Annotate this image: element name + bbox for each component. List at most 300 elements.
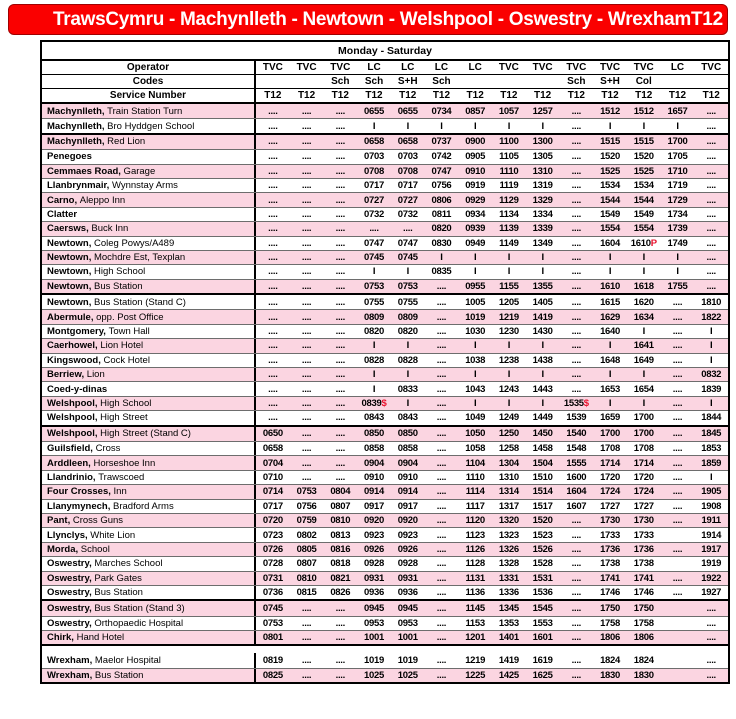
time-cell: .... — [571, 266, 581, 278]
time-cell: I — [541, 266, 544, 278]
time-cell: 1145 — [465, 602, 485, 614]
operator-cell: TVC — [532, 62, 553, 73]
time-cell: 0658 — [397, 136, 418, 148]
time-cell: 1539 — [566, 412, 587, 424]
time-cell: .... — [672, 369, 683, 381]
time-cell: 1741 — [633, 572, 654, 584]
time-cell: 0759 — [296, 515, 317, 527]
time-cell: 0745 — [364, 252, 384, 264]
time-cell: 0910 — [397, 471, 418, 483]
time-cell: .... — [706, 180, 716, 192]
time-cell: I — [372, 383, 376, 395]
time-cell: 0910 — [465, 165, 486, 177]
time-cell: .... — [706, 165, 716, 177]
time-cell: I — [608, 369, 612, 381]
time-cell: 0710 — [262, 471, 283, 483]
stop-name: Kingswood, Cock Hotel — [42, 354, 256, 367]
time-cell: .... — [403, 223, 413, 235]
time-cell: 0858 — [364, 443, 384, 455]
time-cell: 0802 — [296, 529, 317, 541]
time-cell: 0804 — [330, 486, 351, 498]
time-cell: 1806 — [600, 632, 621, 644]
timetable-row — [42, 513, 728, 527]
time-cell: 0717 — [364, 180, 384, 192]
time-cell: 0917 — [397, 500, 418, 512]
time-cell: 0753 — [364, 280, 384, 292]
time-cell: 0747 — [397, 237, 418, 249]
time-cell: .... — [335, 602, 345, 614]
time-cell: .... — [268, 180, 278, 192]
time-cell: I — [474, 369, 477, 381]
time-cell: .... — [301, 398, 312, 409]
stop-name: Newtown, Bus Station — [42, 280, 256, 293]
time-cell: .... — [571, 136, 581, 148]
time-cell: 1822 — [701, 311, 722, 323]
time-cell: 0755 — [364, 296, 384, 308]
time-cell: 1714 — [600, 457, 621, 469]
time-cell: 1425 — [498, 670, 519, 682]
stop-name: Oswestry, Bus Station (Stand 3) — [42, 601, 256, 615]
time-cell: 0949 — [465, 237, 486, 249]
time-cell: 0920 — [397, 515, 418, 527]
time-cell: .... — [301, 326, 312, 338]
timetable-row — [42, 556, 728, 570]
time-cell: 0843 — [397, 412, 418, 424]
operator-cell: TVC — [498, 62, 519, 73]
time-cell: 0658 — [364, 136, 384, 148]
time-cell: 1320 — [498, 515, 519, 527]
time-cell: .... — [369, 223, 379, 235]
time-cell: 1714 — [633, 457, 654, 469]
time-cell: 1129 — [499, 194, 519, 206]
time-cell: 0850 — [397, 428, 418, 440]
operator-cell: LC — [367, 62, 381, 73]
timetable-row — [42, 653, 728, 667]
time-cell: .... — [706, 105, 716, 117]
time-cell: 1110 — [499, 165, 519, 177]
time-cell: 1724 — [600, 486, 621, 498]
time-cell: 1549 — [633, 208, 654, 220]
time-cell: .... — [571, 617, 581, 629]
time-cell: .... — [436, 428, 447, 440]
time-cell: 1634 — [633, 311, 654, 323]
code-cell — [694, 75, 728, 88]
stop-name: Caerhowel, Lion Hotel — [42, 339, 256, 352]
operator-cell: TVC — [566, 62, 587, 73]
time-cell: 1601 — [532, 632, 553, 644]
timetable-section — [42, 601, 728, 646]
service-number-cell: T12 — [635, 90, 653, 101]
stop-name: Machynlleth, Train Station Turn — [42, 104, 256, 118]
code-cell: Col — [635, 76, 652, 87]
time-cell: 0756 — [431, 180, 452, 192]
time-cell: .... — [301, 655, 312, 667]
time-cell: 1249 — [498, 412, 519, 424]
time-cell: 1700 — [633, 428, 654, 440]
service-number-cell: T12 — [702, 90, 720, 101]
operator-cell: LC — [670, 62, 685, 73]
time-cell: 1419 — [498, 655, 519, 667]
time-cell: 1401 — [498, 632, 519, 644]
time-cell: .... — [672, 326, 683, 338]
time-cell: 0807 — [330, 500, 351, 512]
time-cell: .... — [436, 280, 447, 292]
time-cell: 1119 — [499, 180, 519, 192]
time-cell: .... — [335, 120, 345, 132]
stop-name: Welshpool, High Street (Stand C) — [42, 427, 256, 441]
time-cell: 1449 — [532, 412, 553, 424]
time-cell: .... — [335, 223, 345, 235]
time-cell: 1025 — [397, 670, 418, 682]
time-cell: 1149 — [499, 237, 519, 249]
time-cell: 0714 — [262, 486, 283, 498]
time-cell: 0728 — [262, 558, 283, 570]
time-cell: .... — [436, 296, 447, 308]
time-cell: .... — [268, 252, 278, 264]
timetable-row — [42, 668, 728, 682]
time-cell: 1758 — [600, 617, 621, 629]
time-cell: .... — [335, 136, 345, 148]
time-cell: I — [372, 369, 376, 381]
timetable-row — [42, 309, 728, 323]
time-cell: 0813 — [330, 529, 351, 541]
time-cell: .... — [335, 443, 345, 455]
timetable-row — [42, 135, 728, 149]
time-cell: .... — [335, 237, 345, 249]
time-cell: 0931 — [364, 572, 384, 584]
time-cell: 1520 — [532, 515, 553, 527]
time-cell: 1019 — [397, 655, 418, 667]
time-cell: 0734 — [431, 105, 452, 117]
time-cell: 1727 — [600, 500, 621, 512]
timetable-row — [42, 104, 728, 118]
time-cell: 0955 — [465, 280, 486, 292]
time-cell: .... — [301, 354, 312, 366]
time-cell: 0945 — [397, 602, 418, 614]
time-cell: 1131 — [465, 572, 485, 584]
time-cell: .... — [301, 237, 312, 249]
time-cell: .... — [436, 617, 447, 629]
time-cell: 1450 — [532, 428, 553, 440]
time-cell: .... — [301, 383, 312, 395]
time-cell: .... — [268, 311, 278, 323]
stop-name: Llandrinio, Trawscoed — [42, 471, 256, 484]
time-cell: I — [710, 326, 713, 338]
time-cell: 0805 — [296, 543, 317, 555]
time-cell: .... — [672, 398, 683, 409]
time-cell: 0931 — [397, 572, 418, 584]
time-cell: 0926 — [397, 543, 418, 555]
timetable-row — [42, 207, 728, 221]
time-cell: .... — [335, 340, 345, 352]
timetable-row — [42, 427, 728, 441]
stop-name: Pant, Cross Guns — [42, 514, 256, 527]
time-cell: .... — [335, 311, 345, 323]
time-cell: 0809 — [364, 311, 384, 323]
time-cell: 1128 — [465, 558, 485, 570]
operator-row-label: Operator — [42, 61, 256, 74]
time-cell: I — [541, 369, 544, 381]
time-cell: I — [710, 398, 713, 409]
service-number-cell: T12 — [601, 90, 619, 101]
time-cell: .... — [571, 326, 581, 338]
time-cell: 1905 — [701, 486, 722, 498]
time-cell: .... — [335, 369, 345, 381]
time-cell: 0810 — [330, 515, 351, 527]
timetable-row — [42, 367, 728, 381]
code-cell: Sch — [331, 76, 350, 87]
time-cell: .... — [672, 471, 683, 483]
timetable-row — [42, 630, 728, 644]
stop-name: Morda, School — [42, 543, 256, 556]
time-cell: 1326 — [498, 543, 519, 555]
time-cell: .... — [672, 354, 683, 366]
time-cell: 1729 — [667, 194, 688, 206]
section-spacer — [42, 646, 728, 653]
operator-cell: TVC — [633, 62, 654, 73]
time-cell: 0807 — [296, 558, 317, 570]
time-cell: .... — [301, 617, 312, 629]
time-cell: .... — [301, 252, 312, 264]
time-cell: I — [507, 252, 511, 264]
time-cell: 1720 — [600, 471, 621, 483]
stop-name: Newtown, Coleg Powys/A489 — [42, 237, 256, 250]
timetable-section — [42, 104, 728, 135]
time-cell: I — [507, 398, 511, 409]
time-cell: .... — [268, 120, 278, 132]
time-cell: 1520 — [633, 151, 654, 163]
time-cell: .... — [335, 266, 345, 278]
time-cell: 1610P — [630, 237, 657, 249]
time-cell: .... — [436, 529, 447, 541]
time-cell: .... — [571, 515, 581, 527]
time-cell: I — [608, 252, 612, 264]
time-cell: 0953 — [364, 617, 384, 629]
time-cell: 1607 — [566, 500, 587, 512]
time-cell: .... — [436, 655, 447, 667]
time-cell: 1859 — [701, 457, 722, 469]
time-cell: .... — [706, 223, 716, 235]
time-cell: 1746 — [600, 587, 621, 599]
timetable-section — [42, 427, 728, 602]
time-cell: .... — [571, 208, 581, 220]
time-cell: .... — [335, 383, 345, 395]
time-cell: 1758 — [633, 617, 654, 629]
time-cell: .... — [436, 457, 447, 469]
operator-cell: LC — [434, 62, 449, 73]
time-cell: 1733 — [633, 529, 654, 541]
time-cell: 1824 — [600, 655, 621, 667]
time-cell: .... — [301, 280, 312, 292]
time-cell: 1314 — [498, 486, 519, 498]
time-cell: .... — [571, 543, 581, 555]
time-cell: 1219 — [465, 655, 486, 667]
time-cell: I — [372, 266, 376, 278]
time-cell: .... — [301, 165, 312, 177]
time-cell: I — [507, 266, 511, 278]
time-cell: .... — [571, 670, 581, 682]
time-cell: 0747 — [364, 237, 384, 249]
time-cell: 0816 — [330, 543, 351, 555]
time-cell: I — [541, 252, 544, 264]
time-cell: .... — [706, 194, 716, 206]
time-cell: .... — [436, 486, 447, 498]
time-cell: I — [642, 326, 645, 338]
code-cell — [290, 75, 324, 88]
operator-cell: TVC — [262, 62, 283, 73]
time-cell: 1205 — [498, 296, 519, 308]
code-cell — [526, 75, 560, 88]
time-cell: 1134 — [499, 208, 519, 220]
time-cell: 0755 — [397, 296, 418, 308]
time-cell: .... — [335, 670, 345, 682]
code-cell — [661, 75, 695, 88]
time-cell: 1620 — [633, 296, 654, 308]
time-cell: 1653 — [600, 383, 621, 395]
time-cell: 1730 — [600, 515, 621, 527]
time-cell: 0809 — [397, 311, 418, 323]
time-cell: .... — [335, 617, 345, 629]
timetable-row — [42, 542, 728, 556]
time-cell: 1520 — [600, 151, 621, 163]
time-cell: .... — [706, 208, 716, 220]
time-cell: 1719 — [667, 180, 688, 192]
time-cell: .... — [571, 165, 581, 177]
time-cell: 0650 — [262, 428, 283, 440]
codes-cells — [256, 75, 728, 88]
time-cell: 0945 — [364, 602, 384, 614]
time-cell: 1708 — [600, 443, 621, 455]
time-cell: .... — [571, 237, 581, 249]
operator-cell: LC — [468, 62, 482, 73]
time-cell: 0821 — [330, 572, 351, 584]
time-cell: 0826 — [330, 587, 351, 599]
time-cell: 0720 — [262, 515, 283, 527]
time-cell: 1554 — [633, 223, 654, 235]
time-cell: 1512 — [600, 105, 621, 117]
time-cell: .... — [436, 587, 447, 599]
time-cell: 1153 — [465, 617, 485, 629]
time-cell: .... — [571, 632, 581, 644]
time-cell: 1700 — [667, 136, 688, 148]
time-cell: 0825 — [262, 670, 283, 682]
timetable-row — [42, 118, 728, 132]
time-cell: 0723 — [262, 529, 283, 541]
time-cell: 1258 — [498, 443, 519, 455]
time-cell: .... — [268, 223, 278, 235]
code-cell — [458, 75, 492, 88]
time-cell: 1746 — [633, 587, 654, 599]
time-cell: 1336 — [498, 587, 519, 599]
time-cell: 1544 — [600, 194, 621, 206]
time-cell: .... — [571, 180, 581, 192]
time-cell: 0833 — [397, 383, 418, 395]
time-cell: .... — [436, 670, 447, 682]
time-cell: 1038 — [465, 354, 486, 366]
timetable-row — [42, 585, 728, 599]
time-cell: .... — [301, 428, 312, 440]
time-cell: 1019 — [465, 311, 486, 323]
time-cell: .... — [706, 151, 716, 163]
time-cell: 1536 — [532, 587, 553, 599]
time-note-symbol: $ — [583, 398, 589, 409]
time-cell: .... — [672, 412, 683, 424]
time-cell: .... — [335, 428, 345, 440]
service-number-cells — [256, 89, 728, 102]
time-cell: 1430 — [532, 326, 553, 338]
time-cell: I — [372, 340, 376, 352]
time-cell: 0936 — [364, 587, 384, 599]
timetable-row — [42, 221, 728, 235]
stop-name: Cemmaes Road, Garage — [42, 165, 256, 178]
time-cell: 1917 — [701, 543, 722, 555]
time-cell: 1908 — [701, 500, 722, 512]
time-cell: 0732 — [397, 208, 418, 220]
time-cell: 1120 — [465, 515, 485, 527]
time-cell: .... — [301, 369, 312, 381]
stop-name: Wrexham, Maelor Hospital — [42, 653, 256, 667]
time-cell: .... — [436, 412, 447, 424]
stop-name: Welshpool, High School — [42, 397, 256, 410]
time-cell: .... — [268, 105, 278, 117]
time-cell: .... — [571, 105, 581, 117]
timetable-section — [42, 653, 728, 682]
time-cell: .... — [571, 252, 581, 264]
timetable-row — [42, 470, 728, 484]
stop-name: Machynlleth, Red Lion — [42, 135, 256, 149]
time-cell: 0923 — [397, 529, 418, 541]
time-cell: .... — [672, 340, 683, 352]
time-cell: .... — [571, 311, 581, 323]
time-cell: I — [541, 120, 544, 132]
time-cell: .... — [335, 632, 345, 644]
time-cell: .... — [571, 354, 581, 366]
time-cell: 0905 — [465, 151, 486, 163]
time-cell: .... — [301, 670, 312, 682]
time-cell: .... — [672, 383, 683, 395]
time-cell: 1548 — [566, 443, 587, 455]
time-cell: .... — [436, 558, 447, 570]
time-cell: .... — [672, 428, 683, 440]
time-cell: 1525 — [600, 165, 621, 177]
time-cell: I — [474, 266, 477, 278]
time-cell: 0850 — [364, 428, 384, 440]
time-cell: 1806 — [633, 632, 654, 644]
service-number-cell: T12 — [331, 90, 349, 101]
stop-name: Llanbrynmair, Wynnstay Arms — [42, 179, 256, 192]
time-note-symbol: P — [650, 237, 657, 249]
time-cell: 1625 — [532, 670, 553, 682]
time-cell: .... — [571, 120, 581, 132]
time-cell: 0753 — [262, 617, 283, 629]
code-cell: Sch — [432, 76, 451, 87]
time-cell: 1720 — [633, 471, 654, 483]
time-cell: .... — [335, 252, 345, 264]
time-cell: 0717 — [262, 500, 283, 512]
time-cell: I — [541, 340, 544, 352]
time-cell: .... — [301, 311, 312, 323]
operator-cells — [256, 61, 728, 74]
time-cell: 1553 — [532, 617, 553, 629]
time-cell: 1104 — [465, 457, 485, 469]
time-cell: 0811 — [431, 208, 452, 220]
time-cell: 1300 — [532, 136, 553, 148]
time-cell: 0820 — [397, 326, 418, 338]
time-cell: .... — [571, 383, 581, 395]
timetable-row — [42, 149, 728, 163]
time-cell: 0742 — [431, 151, 452, 163]
time-cell: I — [608, 398, 612, 409]
